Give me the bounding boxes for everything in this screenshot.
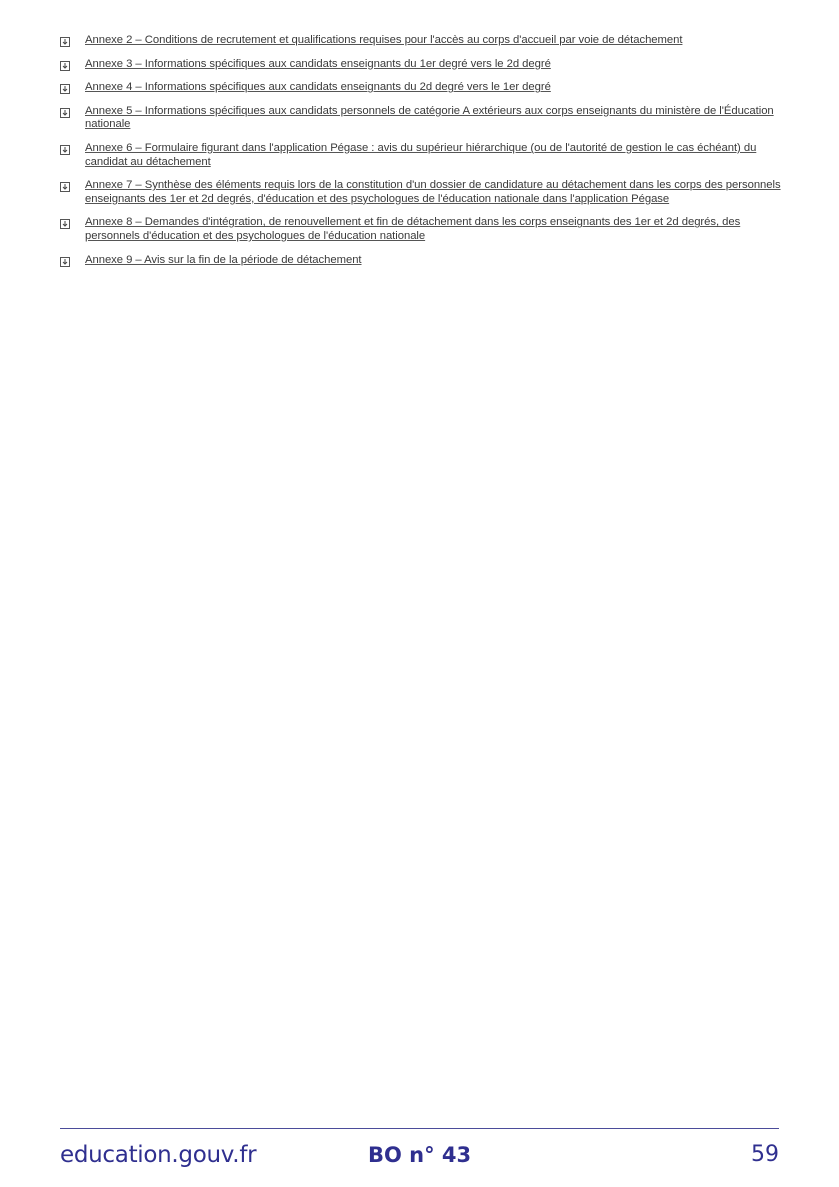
list-item [60, 216, 782, 243]
download-icon[interactable] [60, 257, 70, 267]
list-item [60, 254, 782, 268]
download-icon[interactable] [60, 84, 70, 94]
footer-site-link[interactable]: education.gouv.fr [60, 1142, 257, 1168]
list-item [60, 179, 782, 206]
footer-page-number: 59 [751, 1142, 779, 1167]
list-item [60, 34, 782, 48]
annex-9-link[interactable]: Annexe 9 – Avis sur la fin de la période de détachement [85, 253, 362, 266]
annex-8-link[interactable]: Annexe 8 – Demandes d'intégration, de renouvellement et fin de détachement dans les corps enseignants des 1er et 2d degrés, des personnels d'éducation et des psychologues de l'éducation nationale [85, 216, 741, 242]
download-icon[interactable] [60, 37, 70, 47]
annex-list [60, 34, 782, 277]
annex-6-link[interactable]: Annexe 6 – Formulaire figurant dans l'application Pégase : avis du supérieur hiérarchique (ou de l'autorité de gestion le cas échéant) du candidat au détachement [85, 141, 757, 168]
annex-2-link[interactable]: Annexe 2 – Conditions de recrutement et qualifications requises pour l'accès au corps d'accueil par voie de détachement [85, 34, 683, 46]
list-item [60, 81, 782, 95]
list-item [60, 142, 782, 169]
annex-5-link[interactable]: Annexe 5 – Informations spécifiques aux candidats personnels de catégorie A extérieurs aux corps enseignants du ministère de l'Éducation nationale [85, 104, 774, 131]
download-icon[interactable] [60, 61, 70, 71]
download-icon[interactable] [60, 145, 70, 155]
annex-3-link[interactable]: Annexe 3 – Informations spécifiques aux candidats enseignants du 1er degré vers le 2d degré [85, 57, 551, 70]
download-icon[interactable] [60, 219, 70, 229]
annex-4-link[interactable]: Annexe 4 – Informations spécifiques aux candidats enseignants du 2d degré vers le 1er degré [85, 81, 551, 94]
download-icon[interactable] [60, 108, 70, 118]
annex-7-link[interactable]: Annexe 7 – Synthèse des éléments requis lors de la constitution d'un dossier de candidature au détachement dans les corps des personnels enseignants des 1er et 2d degrés, d'éducation et des psychologues de l'éducation nationale dans l'application Pégase [85, 179, 781, 205]
footer-divider [60, 1128, 779, 1129]
list-item [60, 58, 782, 72]
list-item [60, 105, 782, 132]
download-icon[interactable] [60, 182, 70, 192]
footer-bulletin-number: BO n° 43 [368, 1143, 472, 1167]
page-footer [60, 1139, 779, 1171]
